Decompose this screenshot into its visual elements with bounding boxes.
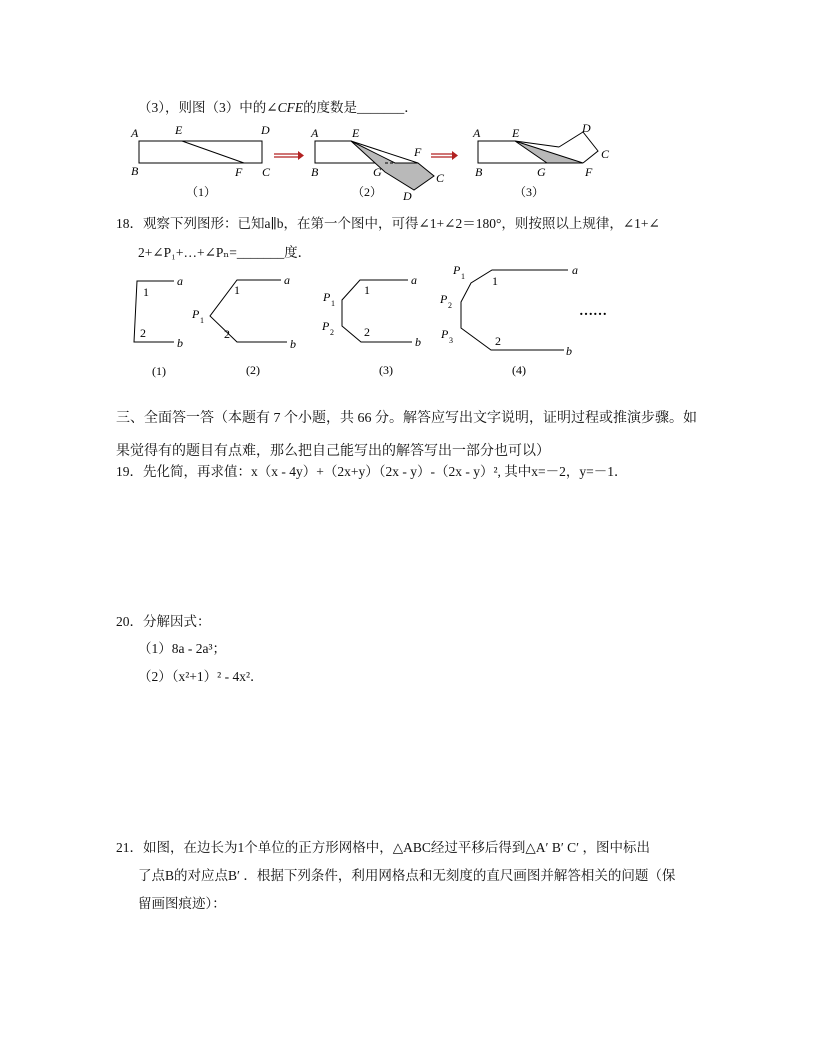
angle-1-label: 1 [364, 283, 370, 297]
label-P1-sub: 1 [461, 272, 465, 281]
label-B: B [311, 165, 319, 179]
q17-text: （3），则图（3）中的∠CFE的度数是_______． [138, 100, 418, 115]
label-P2: P [322, 319, 330, 333]
caption-4: (4) [512, 363, 526, 377]
fold-figure-1 [130, 123, 271, 199]
angle-1-label: 1 [492, 274, 498, 288]
label-E: E [175, 123, 183, 137]
label-C: C [601, 147, 610, 161]
q19-text: 19．先化简，再求值：x（x - 4y）+（2x+y）（2x - y）-（2x - y）², 其中x=－2，y=－1． [116, 464, 628, 479]
label-P2: P [440, 292, 448, 306]
section3-line1: 三、全面答一答（本题有 7 个小题，共 66 分。解答应写出文字说明，证明过程或推演步骤。如 [116, 411, 697, 426]
label-a: a [177, 274, 183, 288]
caption-1: (1) [152, 364, 166, 378]
label-P3: P [441, 327, 449, 341]
label-E: E [512, 126, 520, 140]
q18-line2: 2+∠P₁+…+∠Pₙ=_______度． [138, 245, 312, 260]
parallel-figures [0, 258, 816, 383]
label-P1: P [453, 263, 461, 277]
parallel-figure-1 [134, 274, 183, 378]
parallel-figure-4 [439, 263, 578, 377]
fold-figure-3 [472, 121, 610, 199]
section3-line2: 果觉得有的题目有点难，那么把自己能写出的解答写出一部分也可以） [116, 444, 550, 459]
arrow-1-icon [274, 151, 304, 160]
parallel-figure-3 [321, 273, 421, 377]
q20-title: 20．分解因式： [116, 614, 211, 629]
angle-2-label: 2 [224, 327, 230, 341]
caption-2: （2） [352, 185, 383, 199]
caption-1: （1） [186, 185, 217, 199]
label-a: a [411, 273, 417, 287]
q20-part2: （2）（x²+1）² - 4x²． [138, 669, 264, 684]
label-P2-sub: 2 [330, 328, 334, 337]
label-A: A [311, 126, 319, 140]
q21-line1: 21．如图，在边长为1个单位的正方形网格中，△ABC经过平移后得到△A′ B′ C′ ，图中标出 [116, 840, 651, 855]
label-D: D [582, 121, 591, 135]
label-C: C [436, 171, 445, 185]
label-a: a [572, 263, 578, 277]
q21-line3: 留画图痕迹）： [138, 896, 226, 911]
q20-part1: （1）8a - 2a³； [138, 641, 227, 656]
label-F: F [585, 165, 593, 179]
label-b: b [566, 344, 572, 358]
caption-3: (3) [379, 363, 393, 377]
caption-2: (2) [246, 363, 260, 377]
angle-1-label: 1 [143, 285, 149, 299]
parallel-figure-2 [191, 273, 296, 377]
angle-2-label: 2 [495, 334, 501, 348]
angle-2-label: 2 [364, 325, 370, 339]
label-P1-sub: 1 [331, 299, 335, 308]
label-P2-sub: 2 [448, 301, 452, 310]
label-B: B [475, 165, 483, 179]
label-P1: P [323, 290, 331, 304]
label-C: C [262, 165, 271, 179]
ellipsis: …… [579, 304, 607, 319]
label-A: A [131, 126, 139, 140]
label-F: F [414, 145, 422, 159]
q18-line1: 18．观察下列图形：已知a∥b，在第一个图中，可得∠1+∠2＝180°，则按照以上规律，∠1+∠ [116, 216, 660, 231]
fold-figures [0, 118, 816, 208]
label-D: D [261, 123, 270, 137]
label-D: D [403, 189, 412, 203]
label-P3-sub: 3 [449, 336, 453, 345]
fold-figure-2 [310, 126, 445, 203]
label-b: b [177, 336, 183, 350]
label-b: b [415, 335, 421, 349]
label-F: F [235, 165, 243, 179]
label-E: E [352, 126, 360, 140]
angle-2-label: 2 [140, 326, 146, 340]
label-a: a [284, 273, 290, 287]
angle-1-label: 1 [234, 283, 240, 297]
label-B: B [131, 164, 139, 178]
arrow-2-icon [431, 151, 458, 160]
label-P1: P [192, 307, 200, 321]
label-P1-sub: 1 [200, 316, 204, 325]
label-G: G [373, 165, 382, 179]
q21-line2: 了点B的对应点B′ ．根据下列条件，利用网格点和无刻度的直尺画图并解答相关的问题（保 [138, 868, 676, 883]
label-G: G [537, 165, 546, 179]
caption-3: （3） [514, 185, 545, 199]
label-b: b [290, 337, 296, 351]
label-A: A [473, 126, 481, 140]
